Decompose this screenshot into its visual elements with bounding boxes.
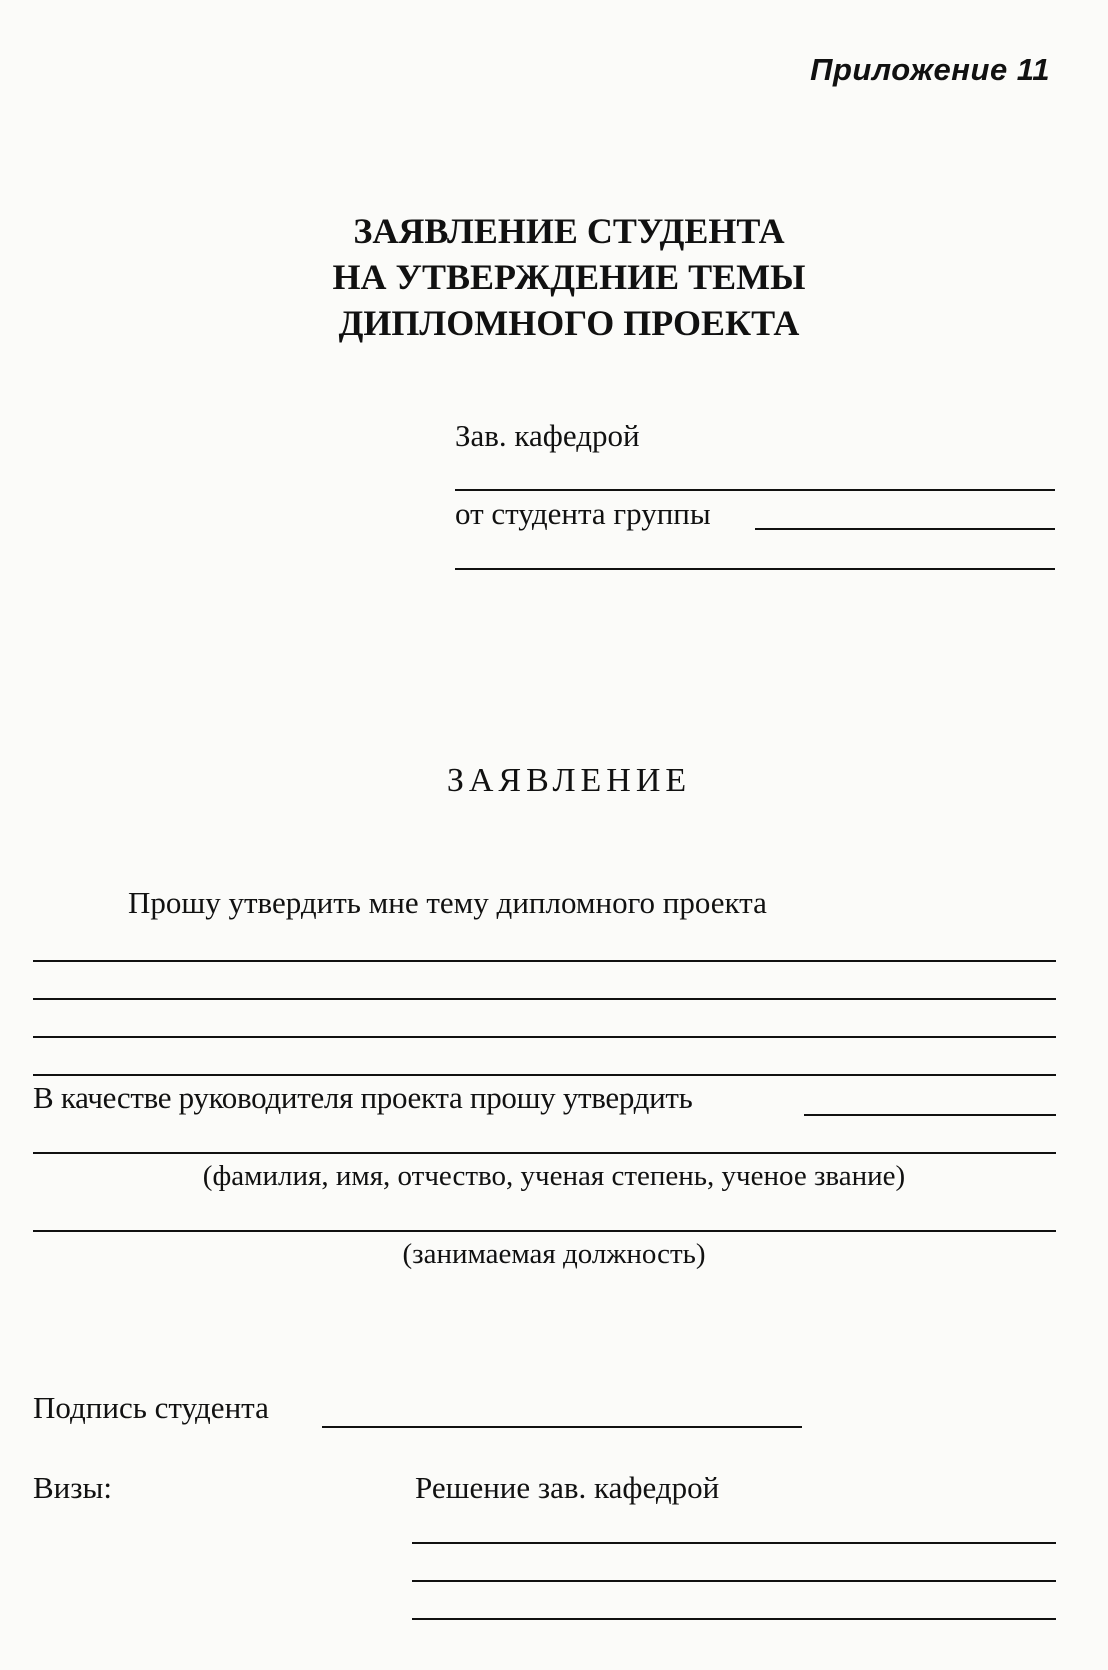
head-of-department-label: Зав. кафедрой bbox=[455, 418, 640, 453]
position-line[interactable] bbox=[33, 1230, 1056, 1232]
topic-line-3[interactable] bbox=[33, 1036, 1056, 1038]
student-group-line[interactable] bbox=[755, 528, 1055, 530]
topic-line-2[interactable] bbox=[33, 998, 1056, 1000]
supervisor-caption: (фамилия, имя, отчество, ученая степень, ученое звание) bbox=[202, 1160, 906, 1192]
statement-heading: ЗАЯВЛЕНИЕ bbox=[446, 762, 692, 799]
student-signature-label: Подпись студента bbox=[33, 1390, 269, 1425]
title-line-1: ЗАЯВЛЕНИЕ СТУДЕНТА bbox=[353, 211, 785, 251]
appendix-label: Приложение 11 bbox=[810, 52, 1050, 87]
supervisor-text: В качестве руководителя проекта прошу утвердить bbox=[33, 1080, 693, 1115]
head-decision-label: Решение зав. кафедрой bbox=[415, 1470, 720, 1505]
topic-line-4[interactable] bbox=[33, 1074, 1056, 1076]
decision-line-3[interactable] bbox=[412, 1618, 1056, 1620]
head-of-department-line[interactable] bbox=[455, 489, 1055, 491]
request-text: Прошу утвердить мне тему дипломного проекта bbox=[128, 885, 767, 920]
visas-label: Визы: bbox=[33, 1470, 112, 1505]
document-title bbox=[0, 208, 1108, 346]
student-signature-line[interactable] bbox=[322, 1426, 802, 1428]
position-caption: (занимаемая должность) bbox=[402, 1238, 706, 1270]
decision-line-1[interactable] bbox=[412, 1542, 1056, 1544]
student-name-line[interactable] bbox=[455, 568, 1055, 570]
title-line-3: ДИПЛОМНОГО ПРОЕКТА bbox=[338, 303, 800, 343]
title-line-2: НА УТВЕРЖДЕНИЕ ТЕМЫ bbox=[332, 257, 806, 297]
supervisor-line[interactable] bbox=[804, 1114, 1056, 1116]
supervisor-name-line[interactable] bbox=[33, 1152, 1056, 1154]
student-group-label: от студента группы bbox=[455, 496, 711, 531]
decision-line-2[interactable] bbox=[412, 1580, 1056, 1582]
topic-line-1[interactable] bbox=[33, 960, 1056, 962]
